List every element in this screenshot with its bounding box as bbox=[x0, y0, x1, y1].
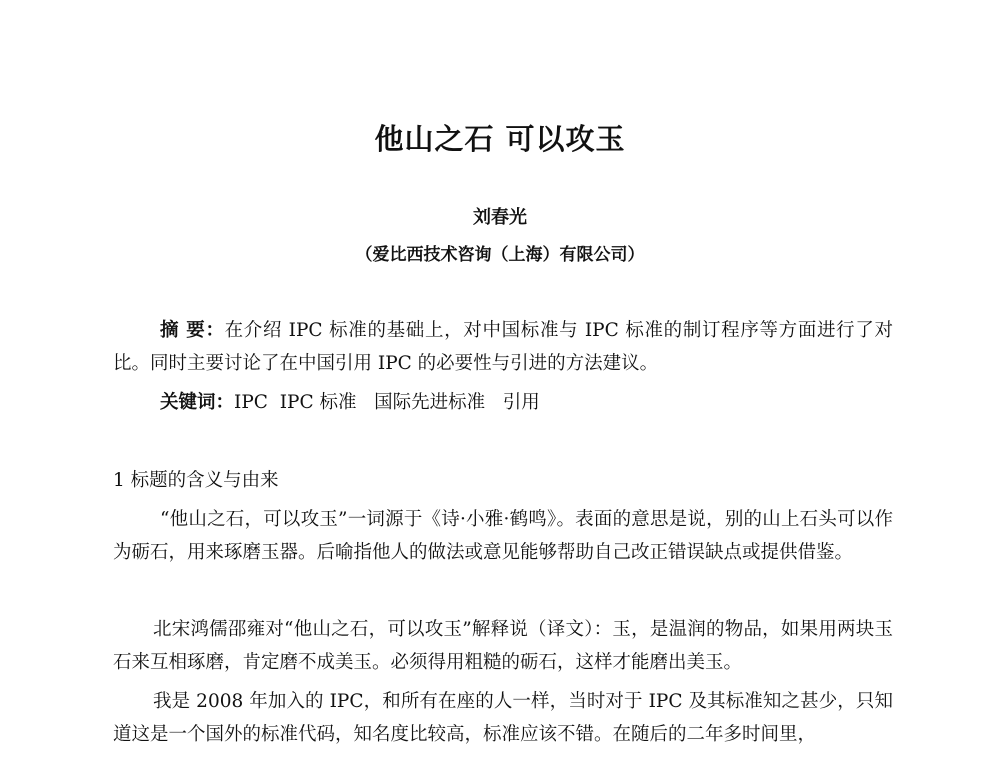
keywords-text: IPC IPC 标准 国际先进标准 引用 bbox=[234, 392, 540, 413]
keywords-label: 关键词： bbox=[160, 392, 235, 413]
author-name: 刘春光 bbox=[473, 207, 527, 228]
abstract-label: 摘 要： bbox=[160, 320, 225, 341]
section-heading: 1 标题的含义与由来 bbox=[113, 470, 279, 491]
abstract bbox=[113, 314, 893, 380]
keywords bbox=[160, 388, 540, 414]
paper-title: 他山之石 可以攻玉 bbox=[374, 122, 626, 156]
abstract-text: 在介绍 IPC 标准的基础上，对中国标准与 IPC 标准的制订程序等方面进行了对比。同时主要讨论了在中国引用 IPC 的必要性与引进的方法建议。 bbox=[113, 320, 893, 374]
body-paragraph-3: 我是 2008 年加入的 IPC，和所有在座的人一样，当时对于 IPC 及其标准知之甚少，只知道这是一个国外的标准代码，知名度比较高，标准应该不错。在随后的二年多时间里， bbox=[113, 691, 893, 745]
body-paragraph-2: 北宋鸿儒邵雍对“他山之石，可以攻玉”解释说（译文）：玉，是温润的物品，如果用两块玉石来互相琢磨，肯定磨不成美玉。必须得用粗糙的砺石，这样才能磨出美玉。 bbox=[113, 619, 893, 673]
body-paragraph-1: “他山之石，可以攻玉”一词源于《诗·小雅·鹤鸣》。表面的意思是说，别的山上石头可以作为砺石，用来琢磨玉器。后喻指他人的做法或意见能够帮助自己改正错误缺点或提供借鉴。 bbox=[113, 509, 893, 563]
author-affiliation: （爱比西技术咨询（上海）有限公司） bbox=[355, 245, 645, 265]
